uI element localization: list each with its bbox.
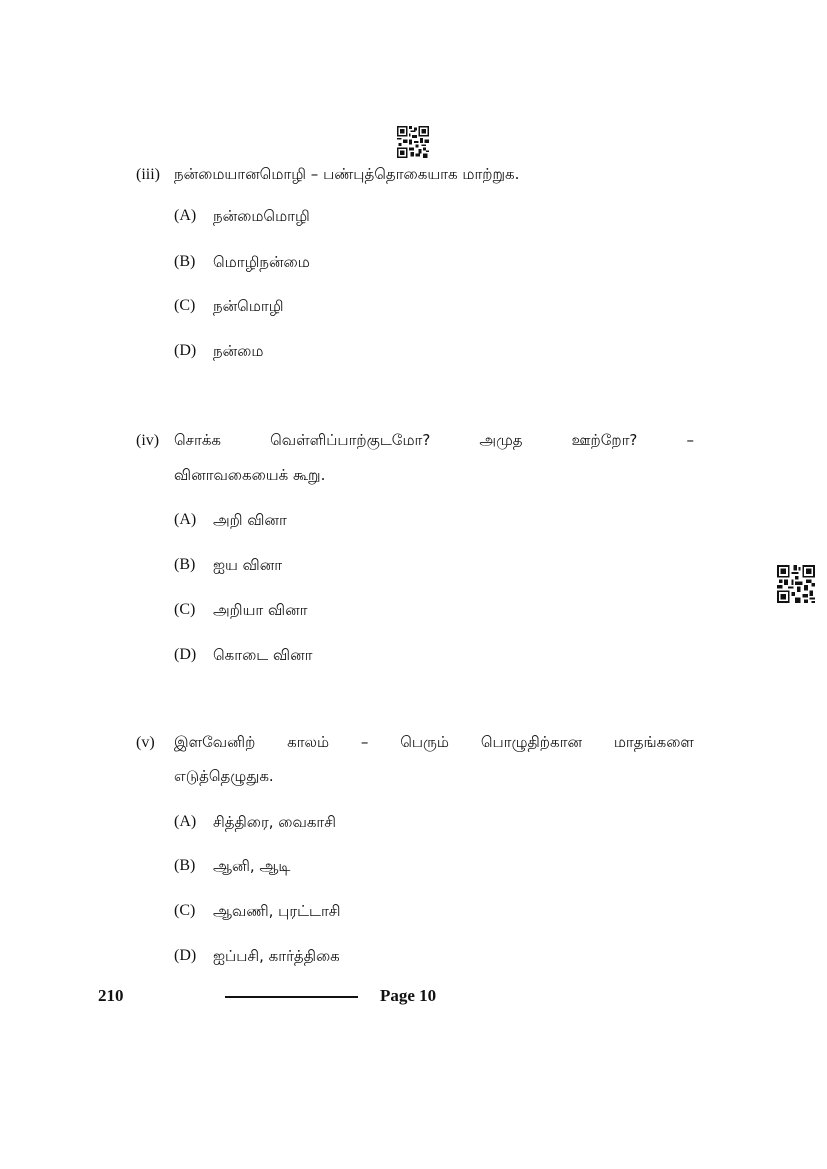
- option-text: நன்மைமொழி: [213, 207, 310, 225]
- question-word: ஊற்றோ?: [571, 431, 638, 449]
- question-word: –: [360, 733, 369, 751]
- top-qr-code-icon: [397, 126, 429, 158]
- side-qr-code-icon: [777, 565, 815, 603]
- option-label: (A): [174, 207, 197, 224]
- question-number: (v): [136, 734, 155, 751]
- option-text: ஐய வினா: [213, 556, 283, 574]
- option-text: ஆனி, ஆடி: [213, 857, 291, 875]
- question-word: வெள்ளிப்பாற்குடமோ?: [270, 431, 431, 449]
- question-word: காலம்: [287, 733, 330, 751]
- page-number: Page 10: [380, 986, 437, 1005]
- option-text: அறி வினா: [213, 511, 287, 529]
- option-text: மொழிநன்மை: [213, 253, 310, 271]
- option-text: ஐப்பசி, கார்த்திகை: [213, 947, 340, 965]
- option-label: (B): [174, 857, 196, 874]
- option-label: (C): [174, 297, 196, 314]
- question-word: சொக்க: [174, 431, 222, 449]
- option-label: (D): [174, 947, 197, 964]
- option-text: நன்மொழி: [213, 297, 284, 315]
- option-label: (A): [174, 511, 197, 528]
- option-text: நன்மை: [213, 342, 264, 360]
- footer-divider: [225, 996, 358, 998]
- question-text: நன்மையானமொழி – பண்புத்தொகையாக மாற்றுக.: [174, 165, 520, 183]
- option-text: சித்திரை, வைகாசி: [213, 813, 337, 831]
- paper-code: 210: [98, 986, 124, 1005]
- question-word: பொழுதிற்கான: [480, 733, 582, 751]
- question-number: (iii): [136, 166, 160, 183]
- question-text-line: எடுத்தெழுதுக.: [174, 767, 274, 785]
- question-number: (iv): [136, 432, 160, 449]
- option-label: (B): [174, 253, 196, 270]
- option-label: (A): [174, 813, 197, 830]
- question-text-line: வினாவகையைக் கூறு.: [174, 466, 326, 484]
- question-text-line: [174, 431, 694, 451]
- option-label: (D): [174, 342, 197, 359]
- option-text: அறியா வினா: [213, 601, 308, 619]
- option-text: கொடை வினா: [213, 646, 313, 664]
- option-label: (C): [174, 902, 196, 919]
- option-label: (D): [174, 646, 197, 663]
- question-word: இளவேனிற்: [174, 733, 256, 751]
- option-label: (B): [174, 556, 196, 573]
- question-word: பெரும்: [400, 733, 449, 751]
- question-word: –: [686, 431, 694, 449]
- question-text-line: [174, 733, 694, 753]
- option-label: (C): [174, 601, 196, 618]
- question-word: அமுத: [479, 431, 523, 449]
- option-text: ஆவணி, புரட்டாசி: [213, 902, 341, 920]
- question-word: மாதங்களை: [613, 733, 694, 751]
